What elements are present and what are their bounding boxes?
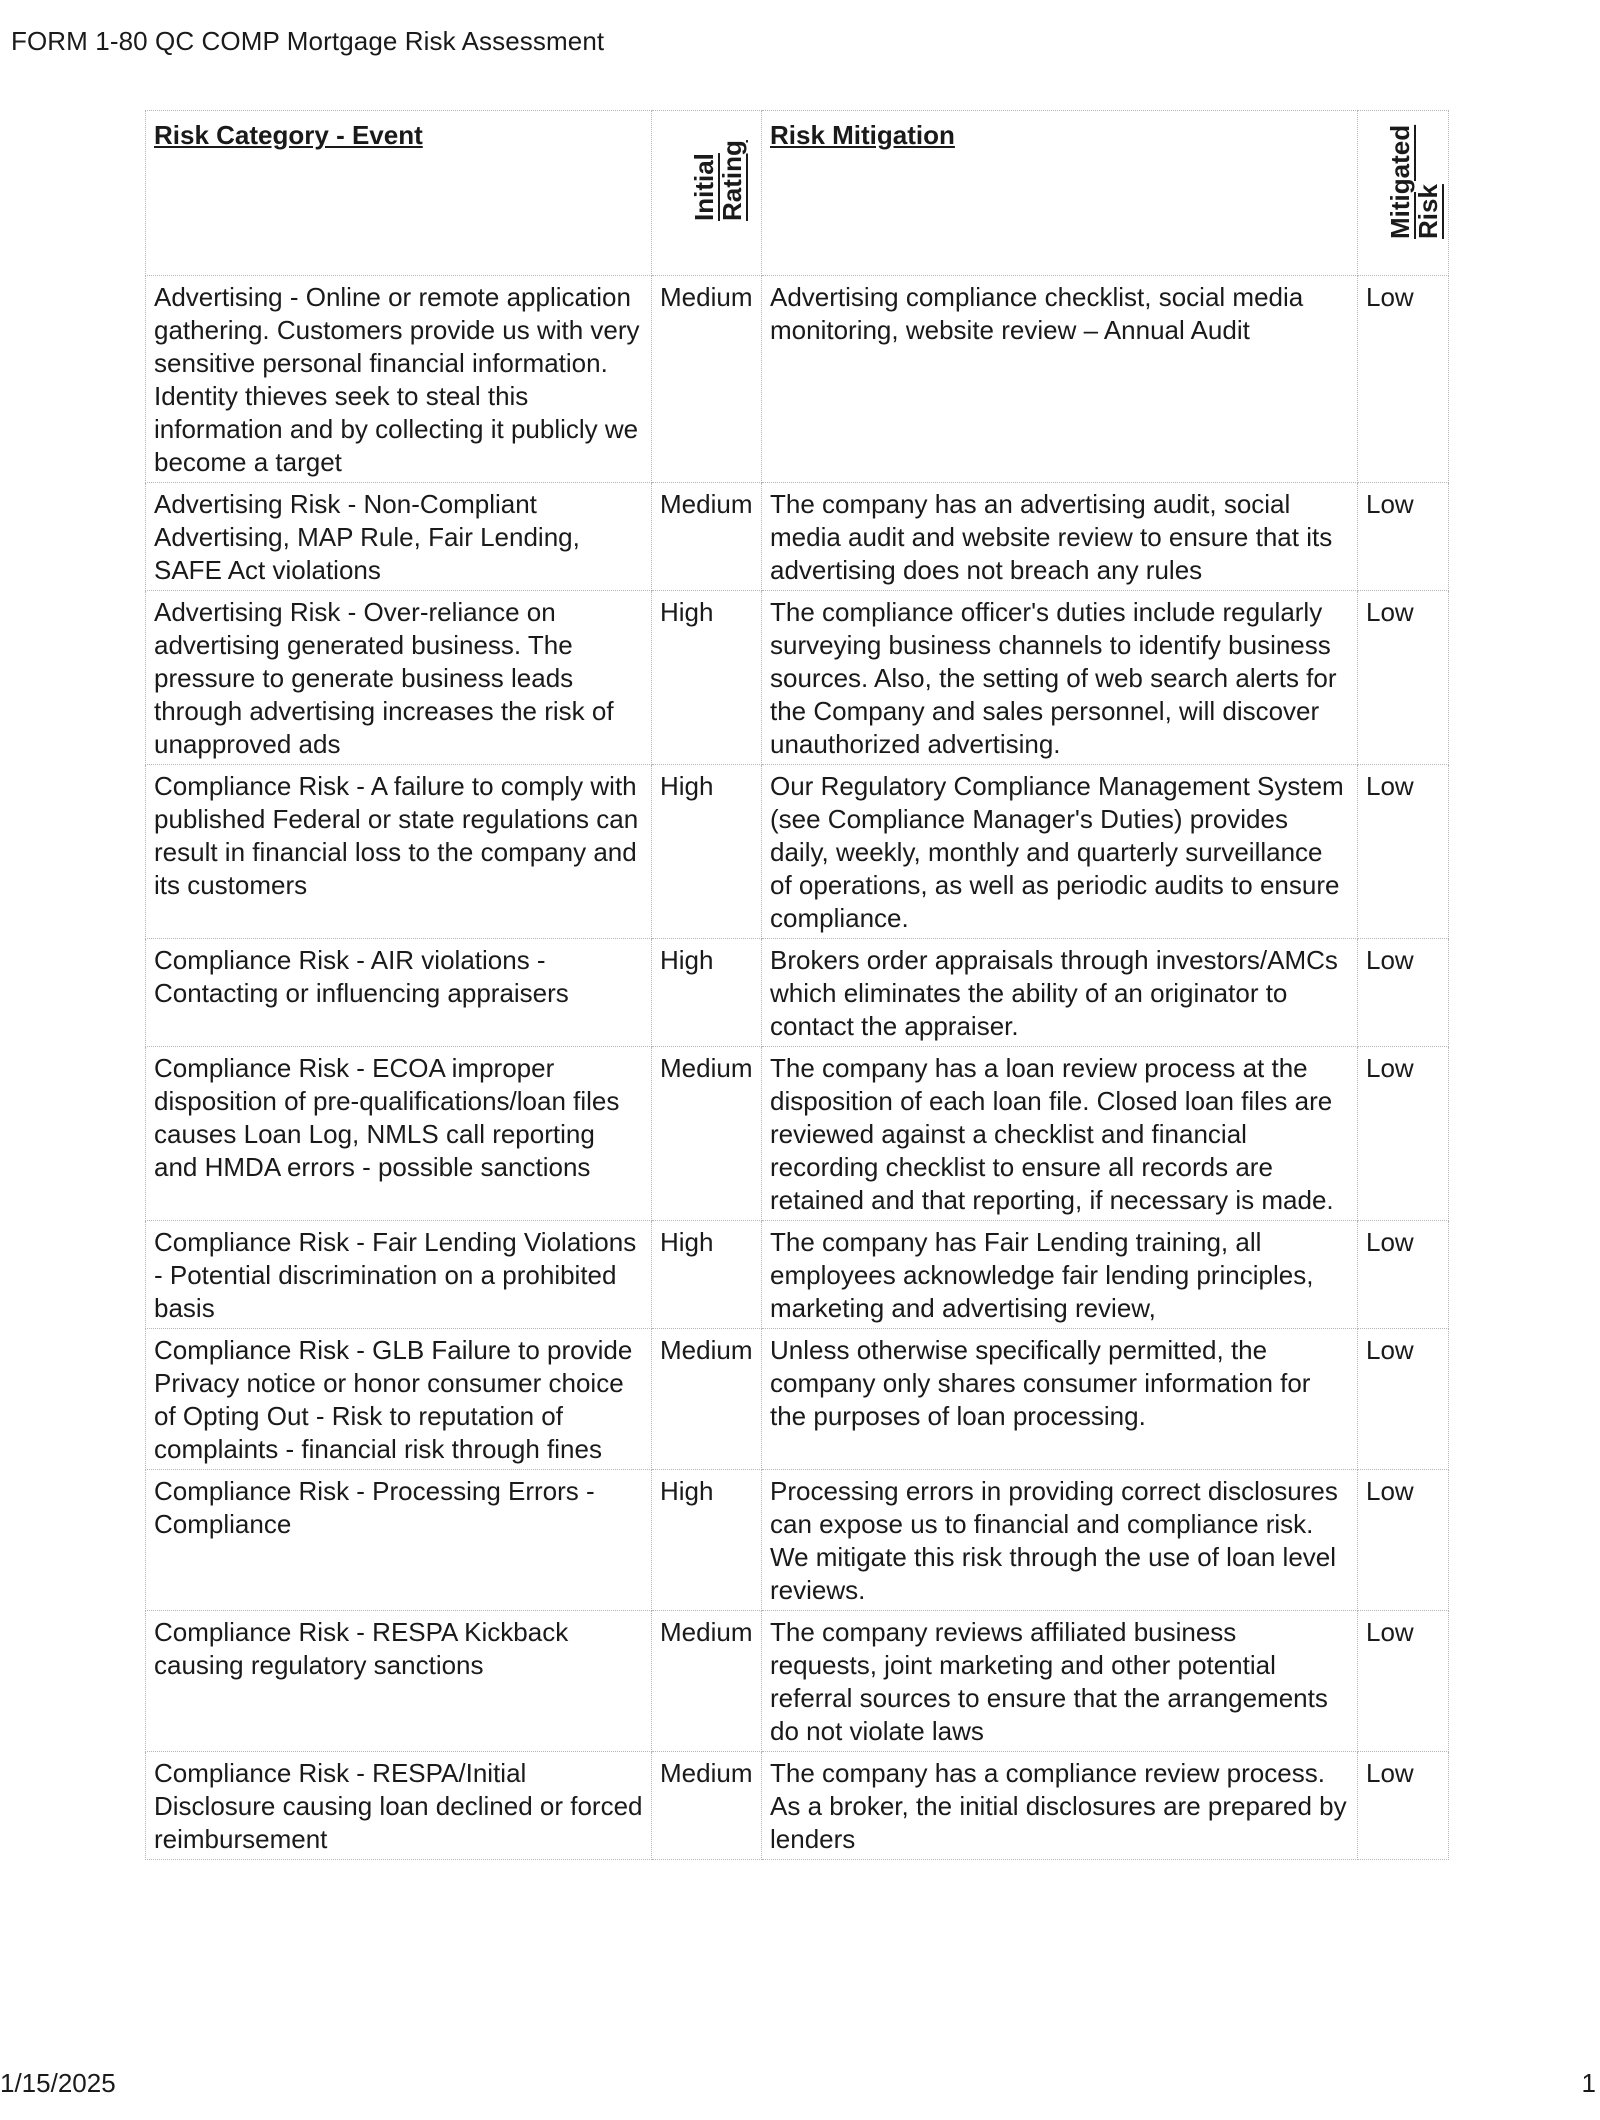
table-row (146, 1611, 1449, 1752)
table-row (146, 1047, 1449, 1221)
table-row (146, 591, 1449, 765)
risk-category-cell: Compliance Risk - AIR violations - Contacting or influencing appraisers (146, 939, 652, 1047)
table-row (146, 276, 1449, 483)
initial-rating-cell: High (652, 591, 762, 765)
table-row (146, 483, 1449, 591)
initial-rating-cell: Medium (652, 483, 762, 591)
mitigated-risk-cell: Low (1358, 939, 1449, 1047)
risk-category-cell: Advertising Risk - Over-reliance on advertising generated business. The pressure to generate business leads through advertising increases the risk of unapproved ads (146, 591, 652, 765)
mitigated-risk-cell: Low (1358, 1752, 1449, 1860)
initial-rating-cell: Medium (652, 1611, 762, 1752)
risk-category-cell: Compliance Risk - Processing Errors - Compliance (146, 1470, 652, 1611)
table-row (146, 1470, 1449, 1611)
initial-rating-cell: Medium (652, 1752, 762, 1860)
header-mitigated-risk (1358, 111, 1449, 276)
initial-rating-cell: Medium (652, 1047, 762, 1221)
risk-mitigation-cell: Our Regulatory Compliance Management System (see Compliance Manager's Duties) provides daily, weekly, monthly and quarterly surveillance of operations, as well as periodic audits to ensure compliance. (762, 765, 1358, 939)
mitigated-risk-cell: Low (1358, 1221, 1449, 1329)
risk-mitigation-cell: The company has a compliance review process. As a broker, the initial disclosures are prepared by lenders (762, 1752, 1358, 1860)
mitigated-risk-cell: Low (1358, 1329, 1449, 1470)
header-risk-category (146, 111, 652, 276)
risk-category-cell: Compliance Risk - ECOA improper disposition of pre-qualifications/loan files causes Loan Log, NMLS call reporting and HMDA errors - possible sanctions (146, 1047, 652, 1221)
initial-rating-cell: Medium (652, 1329, 762, 1470)
risk-mitigation-cell: Advertising compliance checklist, social media monitoring, website review – Annual Audit (762, 276, 1358, 483)
table-row (146, 939, 1449, 1047)
risk-category-cell: Advertising Risk - Non-Compliant Advertising, MAP Rule, Fair Lending, SAFE Act violations (146, 483, 652, 591)
header-initial-rating-label: Initial Rating (689, 140, 747, 221)
risk-category-cell: Compliance Risk - GLB Failure to provide Privacy notice or honor consumer choice of Opting Out - Risk to reputation of complaints - financial risk through fines (146, 1329, 652, 1470)
header-mitigated-risk-label: Mitigated Risk (1385, 124, 1443, 239)
mitigated-risk-cell: Low (1358, 276, 1449, 483)
initial-rating-cell: Medium (652, 276, 762, 483)
risk-category-cell: Compliance Risk - A failure to comply with published Federal or state regulations can result in financial loss to the company and its customers (146, 765, 652, 939)
risk-mitigation-cell: The company has Fair Lending training, all employees acknowledge fair lending principles, marketing and advertising review, (762, 1221, 1358, 1329)
risk-mitigation-cell: The company reviews affiliated business requests, joint marketing and other potential referral sources to ensure that the arrangements do not violate laws (762, 1611, 1358, 1752)
mitigated-risk-cell: Low (1358, 591, 1449, 765)
header-risk-mitigation-label: Risk Mitigation (770, 120, 955, 150)
table-row (146, 1221, 1449, 1329)
document-title: FORM 1-80 QC COMP Mortgage Risk Assessment (11, 26, 605, 56)
initial-rating-cell: High (652, 1470, 762, 1611)
footer-date: 1/15/2025 (0, 2068, 116, 2098)
page-number: 1 (1581, 2068, 1596, 2098)
initial-rating-cell: High (652, 939, 762, 1047)
risk-mitigation-cell: Brokers order appraisals through investors/AMCs which eliminates the ability of an originator to contact the appraiser. (762, 939, 1358, 1047)
risk-category-cell: Compliance Risk - RESPA/Initial Disclosure causing loan declined or forced reimbursement (146, 1752, 652, 1860)
risk-category-cell: Advertising - Online or remote application gathering. Customers provide us with very sensitive personal financial information. Identity thieves seek to steal this information and by collecting it publicly we become a target (146, 276, 652, 483)
header-initial-rating (652, 111, 762, 276)
initial-rating-cell: High (652, 765, 762, 939)
mitigated-risk-cell: Low (1358, 1611, 1449, 1752)
mitigated-risk-cell: Low (1358, 765, 1449, 939)
mitigated-risk-cell: Low (1358, 483, 1449, 591)
risk-assessment-table (145, 110, 1449, 1860)
table-row (146, 765, 1449, 939)
risk-mitigation-cell: The company has an advertising audit, social media audit and website review to ensure that its advertising does not breach any rules (762, 483, 1358, 591)
risk-mitigation-cell: The company has a loan review process at the disposition of each loan file. Closed loan files are reviewed against a checklist and financial recording checklist to ensure all records are retained and that reporting, if necessary is made. (762, 1047, 1358, 1221)
initial-rating-cell: High (652, 1221, 762, 1329)
table-header-row (146, 111, 1449, 276)
mitigated-risk-cell: Low (1358, 1470, 1449, 1611)
header-risk-mitigation (762, 111, 1358, 276)
table-row (146, 1752, 1449, 1860)
risk-mitigation-cell: Unless otherwise specifically permitted, the company only shares consumer information for the purposes of loan processing. (762, 1329, 1358, 1470)
risk-mitigation-cell: The compliance officer's duties include regularly surveying business channels to identify business sources. Also, the setting of web search alerts for the Company and sales personnel, will discover unauthorized advertising. (762, 591, 1358, 765)
header-risk-category-label: Risk Category - Event (154, 120, 423, 150)
risk-mitigation-cell: Processing errors in providing correct disclosures can expose us to financial and compliance risk. We mitigate this risk through the use of loan level reviews. (762, 1470, 1358, 1611)
table-row (146, 1329, 1449, 1470)
risk-category-cell: Compliance Risk - Fair Lending Violations - Potential discrimination on a prohibited basis (146, 1221, 652, 1329)
mitigated-risk-cell: Low (1358, 1047, 1449, 1221)
risk-category-cell: Compliance Risk - RESPA Kickback causing regulatory sanctions (146, 1611, 652, 1752)
